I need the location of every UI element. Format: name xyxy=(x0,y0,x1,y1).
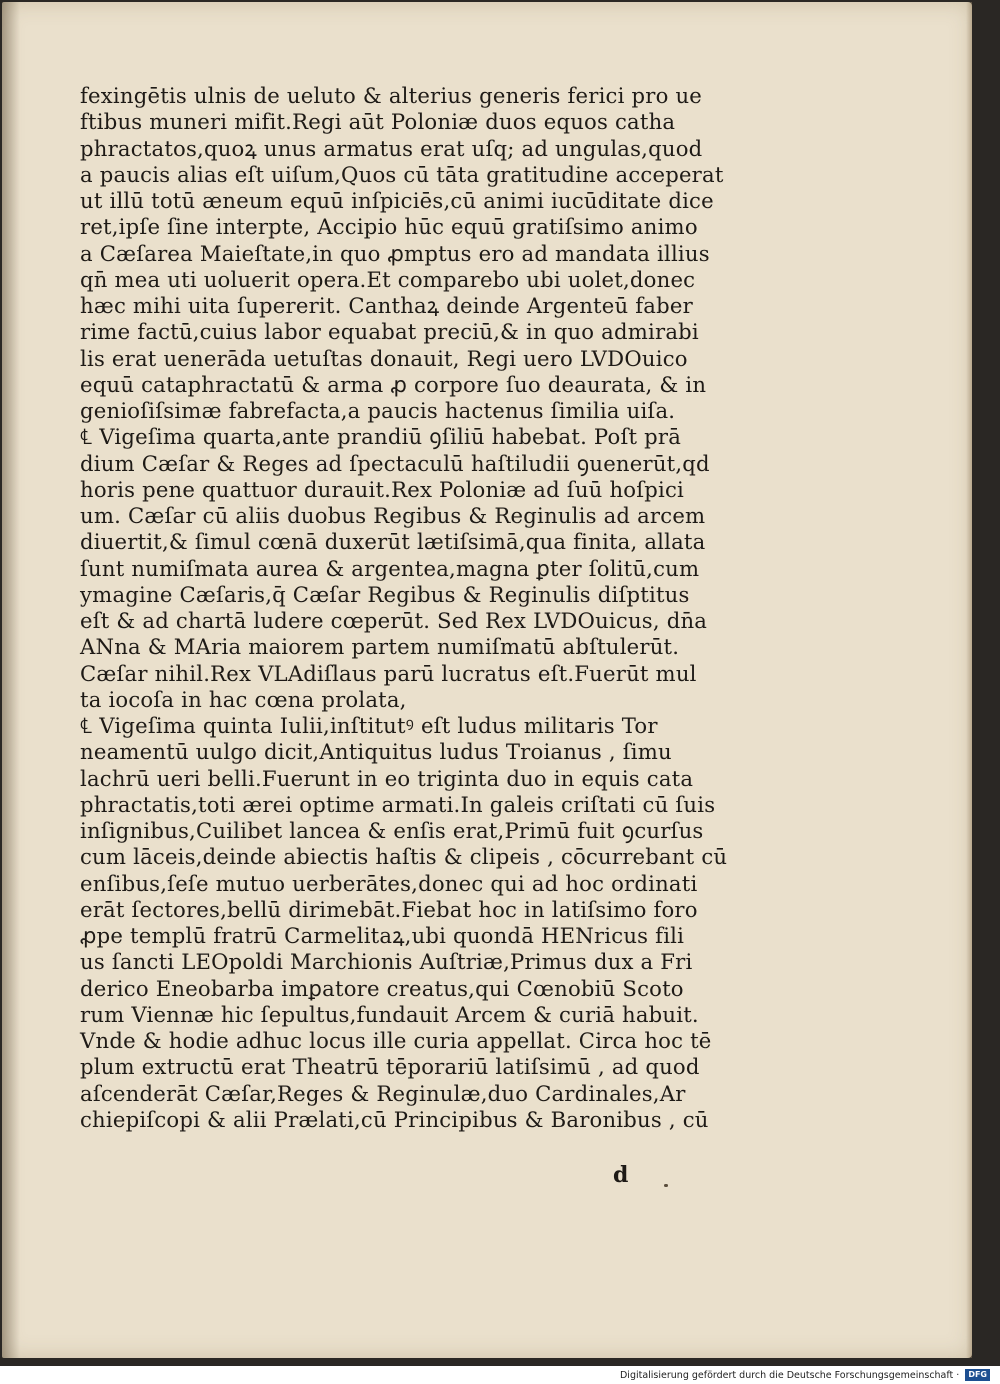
text-line: ℄ Vigeſima quinta Iulii,inſtitutꝰ eſt ludus militaris Tor xyxy=(80,714,658,739)
text-line: a Cæſarea Maieſtate,in quo ꝓmptus ero ad mandata illius xyxy=(80,241,710,267)
text-line: ta iocoſa in hac cœna prolata, xyxy=(80,687,407,713)
text-line: neamentū uulgo dicit,Antiquitus ludus Troianus , ſimu xyxy=(80,740,672,766)
text-line: ℄ Vigeſima quarta,ante prandiū ꝯſiliū habebat. Poſt prā xyxy=(80,425,682,451)
text-line: erāt ſectores,bellū dirimebāt.Fiebat hoc in latiſsimo foro xyxy=(80,897,698,923)
text-line: equū cataphractatū & arma ꝓ corpore ſuo deaurata, & in xyxy=(80,372,707,398)
text-line: qn̄ mea uti uoluerit opera.Et comparebo ubi uolet,donec xyxy=(80,267,696,293)
text-line: hæc mihi uita ſupererit. Canthaꝝ deinde Argenteū faber xyxy=(80,294,693,319)
text-line: phractatos,quoꝝ unus armatus erat uſq; ad ungulas,quod xyxy=(80,136,703,162)
ink-speck xyxy=(664,1184,668,1187)
text-line: horis pene quattuor durauit.Rex Poloniæ ad ſuū hoſpici xyxy=(80,477,685,503)
text-line: aſcenderāt Cæſar,Reges & Reginulæ,duo Cardinales,Ar xyxy=(80,1081,686,1107)
text-line: ſunt numiſmata aurea & argentea,magna ꝑter ſolitū,cum xyxy=(80,556,700,582)
funding-notice: Digitalisierung gefördert durch die Deutsche Forschungsgemeinschaft · xyxy=(619,1369,960,1381)
text-line: um. Cæſar cū aliis duobus Regibus & Reginulis ad arcem xyxy=(80,504,706,529)
text-line: rime factū,cuius labor equabat preciū,& in quo admirabi xyxy=(80,320,699,346)
text-line: ret,ipſe ſine interpte, Accipio hūc equū gratiſsimo animo xyxy=(80,215,698,241)
text-line: chiepiſcopi & alii Prælati,cū Principibus & Baronibus , cū xyxy=(80,1107,709,1133)
text-line: ftibus muneri mifit.Regi aūt Poloniæ duos equos catha xyxy=(80,110,676,136)
dfg-logo: DFG xyxy=(965,1369,990,1381)
text-line: plum extructū erat Theatrū tēporariū latiſsimū , ad quod xyxy=(80,1055,700,1081)
text-line: rum Viennæ hic ſepultus,fundauit Arcem & curiā habuit. xyxy=(80,1002,699,1028)
signature-mark: d xyxy=(613,1162,629,1188)
text-line: derico Eneobarba imꝑatore creatus,qui Cœnobiū Scoto xyxy=(80,976,684,1002)
body-text xyxy=(80,84,740,1134)
text-line: fexingētis ulnis de ueluto & alterius generis ferici pro ue xyxy=(80,84,703,109)
dfg-footer xyxy=(620,1368,990,1382)
page-edge xyxy=(966,2,972,1358)
text-line: genioſiſsimæ fabrefacta,a paucis hactenus ſimilia uiſa. xyxy=(80,399,676,424)
text-line: ymagine Cæſaris,q̄ Cæſar Regibus & Reginulis diſptitus xyxy=(80,582,690,608)
text-line: cum lāceis,deinde abiectis haſtis & clipeis , cōcurrebant cū xyxy=(80,845,728,871)
text-line: dium Cæſar & Reges ad ſpectaculū haſtiludii ꝯuenerūt,qd xyxy=(80,451,710,477)
text-line: us ſancti LEOpoldi Marchionis Auſtriæ,Primus dux a Fri xyxy=(80,950,693,976)
text-line: Cæſar nihil.Rex VLAdiſlaus parū lucratus eſt.Fuerūt mul xyxy=(80,661,697,687)
text-line: Vnde & hodie adhuc locus ille curia appellat. Circa hoc tē xyxy=(80,1029,712,1054)
text-line: lachrū ueri belli.Fuerunt in eo triginta duo in equis cata xyxy=(80,766,694,792)
text-line: ut illū totū æneum equū inſpiciēs,cū animi iucūditate dice xyxy=(80,189,714,214)
text-line: ANna & MAria maiorem partem numiſmatū abſtulerūt. xyxy=(80,635,680,661)
book-page xyxy=(2,2,972,1358)
text-line: diuertit,& ſimul cœnā duxerūt lætiſsimā,qua finita, allata xyxy=(80,530,706,556)
text-line: enſibus,ſeſe mutuo uerberātes,donec qui ad hoc ordinati xyxy=(80,871,698,897)
text-line: inſignibus,Cuilibet lancea & enſis erat,Primū fuit ꝯcurſus xyxy=(80,819,704,844)
text-line: eſt & ad chartā ludere cœperūt. Sed Rex LVDOuicus, dn̄a xyxy=(80,609,708,634)
text-line: lis erat uenerāda uetuſtas donauit, Regi uero LVDOuico xyxy=(80,346,688,372)
text-line: phractatis,toti ærei optime armati.In galeis criſtati cū ſuis xyxy=(80,792,716,818)
text-line: a paucis alias eſt uiſum,Quos cū tāta gratitudine acceperat xyxy=(80,162,724,188)
spine-shadow xyxy=(2,2,20,1358)
text-line: ꝓpe templū fratrū Carmelitaꝝ,ubi quondā HENricus fili xyxy=(80,924,685,949)
